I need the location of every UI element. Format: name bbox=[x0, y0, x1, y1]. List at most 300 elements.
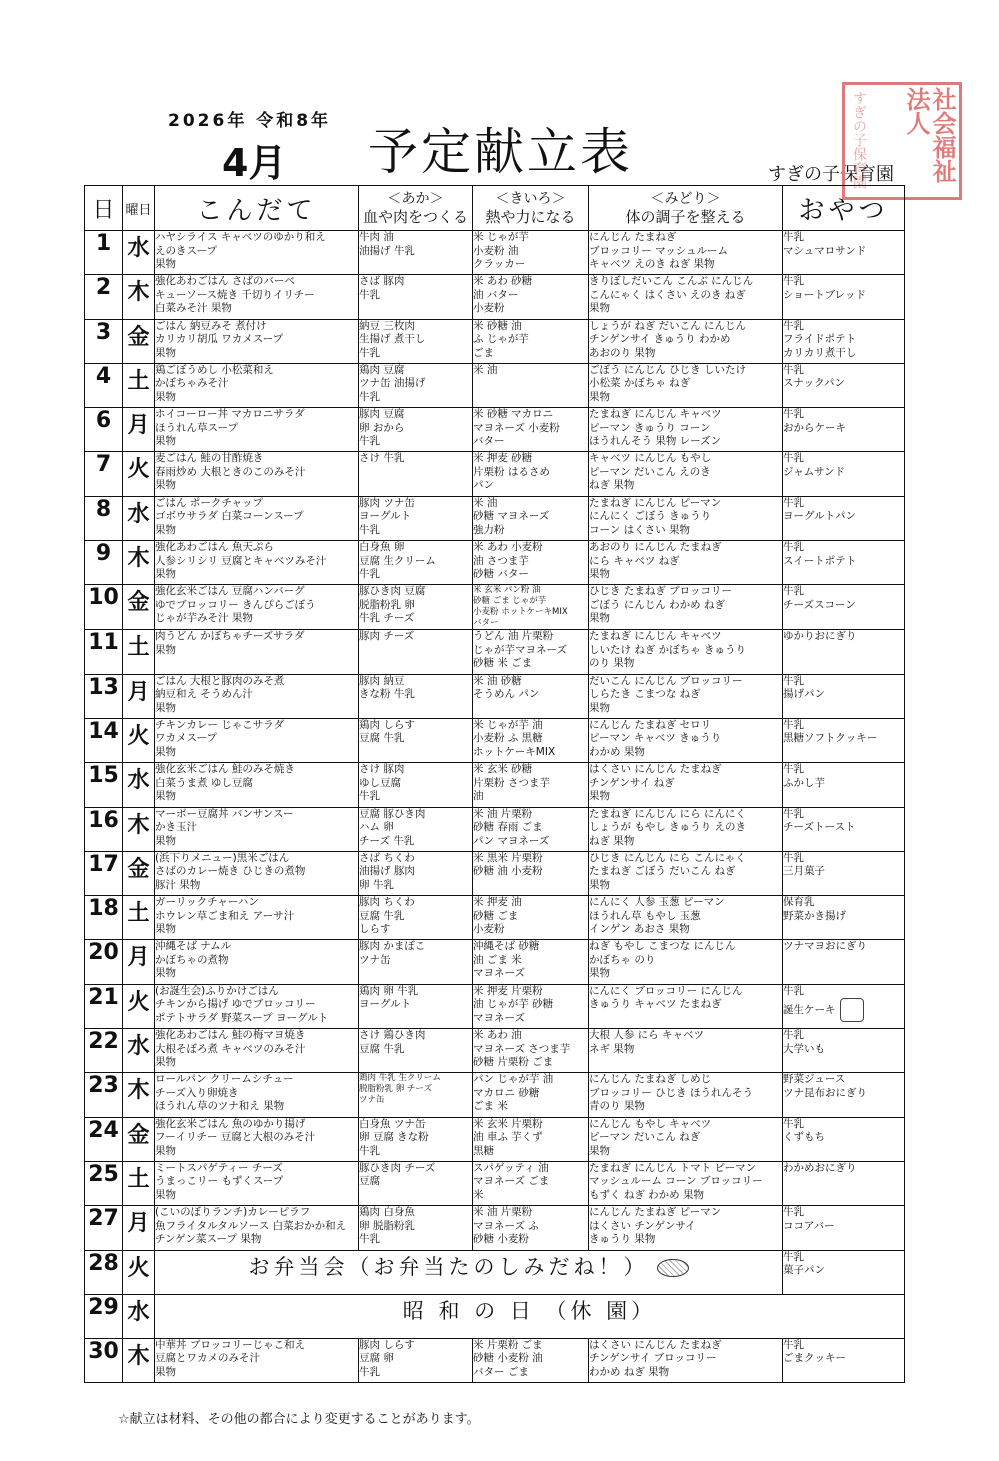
green-cell-text: 大根 人参 にら キャベツ ネギ 果物 bbox=[589, 1029, 705, 1055]
dow-cell bbox=[123, 275, 155, 319]
snack-cell bbox=[783, 585, 905, 630]
snack-cell bbox=[783, 231, 905, 275]
menu-cell-text: 強化玄米ごはん 魚のゆかり揚げ フーイリチー 豆腐と大根のみそ汁 果物 bbox=[155, 1117, 316, 1157]
menu-cell bbox=[155, 363, 359, 407]
bento-day-cell bbox=[155, 1250, 783, 1294]
yellow-cell bbox=[473, 231, 589, 275]
red-cell bbox=[359, 984, 473, 1028]
green-cell-text: にんじん たまねぎ ブロッコリー マッシュルーム キャベツ えのき ねぎ 果物 bbox=[589, 231, 728, 270]
red-cell-text: 豚肉 チーズ bbox=[359, 630, 415, 643]
snack-cell-text: 牛乳 大学いも bbox=[783, 1029, 825, 1055]
dow-cell bbox=[123, 452, 155, 496]
menu-cell-text: ミートスパゲティー チーズ うまっこリー もずくスープ 果物 bbox=[155, 1161, 284, 1201]
table-row bbox=[85, 408, 905, 452]
snack-cell-text: 牛乳 フライドポテト カリカリ煮干し bbox=[783, 319, 857, 359]
menu-cell: 中華丼 ブロッコリーじゃこ和え 豆腐とワカメのみそ汁 果物 bbox=[155, 1338, 359, 1382]
dow-cell-text: 月 bbox=[127, 1211, 150, 1237]
snack-cell-text: 牛乳 黒糖ソフトクッキー bbox=[783, 718, 878, 745]
day-cell-text: 2 bbox=[95, 275, 112, 301]
red-cell-text: 豚肉 豆腐 卵 おから 牛乳 bbox=[359, 408, 405, 448]
day-cell bbox=[85, 630, 123, 674]
dow-cell bbox=[123, 674, 155, 718]
day-cell: 30 bbox=[85, 1338, 123, 1382]
dow-cell-text: 土 bbox=[127, 1166, 150, 1192]
table-row bbox=[85, 984, 905, 1028]
green-cell bbox=[589, 1029, 783, 1073]
yellow-cell bbox=[473, 275, 589, 319]
menu-table bbox=[84, 185, 905, 1383]
green-cell-text: ひじき たまねぎ ブロッコリー ごぼう にんじん わかめ ねぎ 果物 bbox=[589, 585, 732, 625]
red-cell-text: さけ 鶏ひき肉 豆腐 牛乳 bbox=[359, 1029, 426, 1055]
table-row bbox=[85, 275, 905, 319]
snack-cell-text: 牛乳 ジャムサンド bbox=[783, 452, 846, 478]
col-red-header bbox=[359, 186, 473, 231]
dow-cell bbox=[123, 807, 155, 851]
red-cell-text: 豚肉 かまぼこ ツナ缶 bbox=[359, 940, 426, 966]
table-row bbox=[85, 363, 905, 407]
dow-cell-text: 月 bbox=[127, 945, 150, 971]
red-seal-stamp bbox=[842, 82, 962, 200]
dow-cell-text: 土 bbox=[127, 368, 150, 394]
day-cell-text: 7 bbox=[95, 452, 112, 478]
bento-icon bbox=[657, 1259, 689, 1277]
dow-cell bbox=[123, 940, 155, 984]
day-cell bbox=[85, 1206, 123, 1250]
yellow-desc: 熱や力になる bbox=[485, 208, 576, 226]
menu-cell-text: 鶏ごぼうめし 小松菜和え かぼちゃみそ汁 果物 bbox=[155, 363, 274, 403]
day-cell bbox=[85, 807, 123, 851]
green-cell-text: だいこん にんじん ブロッコリー しらたき こまつな ねぎ 果物 bbox=[589, 674, 743, 714]
snack-cell bbox=[783, 363, 905, 407]
snack-cell-text: 牛乳 スイートポテト bbox=[783, 541, 857, 567]
green-cell bbox=[589, 275, 783, 319]
yellow-cell-text: 米 油 bbox=[473, 363, 498, 376]
green-cell bbox=[589, 763, 783, 807]
menu-cell bbox=[155, 585, 359, 630]
day-cell-text: 11 bbox=[88, 630, 119, 656]
menu-cell-text: ロールパン クリームシチュー チーズ入り卵焼き ほうれん草のツナ和え 果物 bbox=[155, 1073, 294, 1113]
dow-cell-text: 金 bbox=[127, 324, 150, 350]
green-cell-text: にんじん たまねぎ しめじ ブロッコリー ひじき ほうれんそう 青のり 果物 bbox=[589, 1073, 753, 1113]
day-cell bbox=[85, 674, 123, 718]
table-row-28 bbox=[85, 1250, 905, 1294]
yellow-cell bbox=[473, 630, 589, 674]
dow-cell bbox=[123, 585, 155, 630]
day-cell bbox=[85, 763, 123, 807]
day-cell bbox=[85, 1073, 123, 1117]
snack-cell bbox=[783, 718, 905, 762]
day-cell-text: 1 bbox=[95, 231, 112, 256]
day-cell bbox=[85, 408, 123, 452]
snack-cell-text: 牛乳 くずもち bbox=[783, 1117, 825, 1144]
red-desc: 血や肉をつくる bbox=[362, 208, 468, 226]
day-cell bbox=[85, 940, 123, 984]
menu-cell bbox=[155, 496, 359, 540]
red-cell bbox=[359, 940, 473, 984]
snack-cell bbox=[783, 1073, 905, 1117]
green-cell bbox=[589, 452, 783, 496]
birthday-cake-icon bbox=[840, 998, 864, 1022]
day-cell bbox=[85, 1161, 123, 1205]
yellow-cell bbox=[473, 1161, 589, 1205]
menu-cell-text: 強化あわごはん さばのバーベ キューソース焼き 千切りイリチー 白菜みそ汁 果物 bbox=[155, 275, 315, 315]
table-row bbox=[85, 630, 905, 674]
green-cell-text: にんじん もやし キャベツ ピーマン だいこん ねぎ 果物 bbox=[589, 1117, 712, 1157]
seal-text: 社会福祉法人 bbox=[902, 87, 956, 183]
red-cell bbox=[359, 896, 473, 940]
yellow-cell bbox=[473, 585, 589, 630]
red-cell-text: さば ちくわ 油揚げ 豚肉 卵 牛乳 bbox=[359, 851, 415, 891]
yellow-cell bbox=[473, 496, 589, 540]
dow-cell-text: 木 bbox=[127, 812, 150, 838]
dow-cell-text: 月 bbox=[127, 679, 150, 705]
snack-cell bbox=[783, 452, 905, 496]
day-cell bbox=[85, 896, 123, 940]
dow-cell bbox=[123, 896, 155, 940]
red-cell-text: 豆腐 豚ひき肉 ハム 卵 チーズ 牛乳 bbox=[359, 807, 426, 847]
holiday-cell: 昭 和 の 日 （休 園） bbox=[155, 1294, 905, 1338]
menu-cell-text: ごはん 大根と豚肉のみそ煮 納豆和え そうめん汁 果物 bbox=[155, 674, 285, 714]
menu-cell bbox=[155, 984, 359, 1028]
dow-cell-text: 水 bbox=[127, 501, 150, 527]
yellow-label: ＜きいろ＞ bbox=[495, 191, 566, 207]
green-cell bbox=[589, 940, 783, 984]
day-cell bbox=[85, 319, 123, 363]
menu-cell-text: チキンカレー じゃこサラダ ワカメスープ 果物 bbox=[155, 718, 285, 758]
dow-cell-text: 火 bbox=[127, 723, 150, 749]
menu-cell bbox=[155, 674, 359, 718]
snack-cell bbox=[783, 763, 905, 807]
table-row bbox=[85, 674, 905, 718]
col-menu-header: こんだて bbox=[155, 186, 359, 231]
day-cell-text: 16 bbox=[88, 807, 119, 833]
menu-cell-text: 強化あわごはん 魚天ぷら 人参シリシリ 豆腐とキャベツみそ汁 果物 bbox=[155, 541, 327, 581]
dow-cell-text: 金 bbox=[127, 856, 150, 882]
dow-cell bbox=[123, 319, 155, 363]
menu-table-body bbox=[85, 231, 905, 1383]
table-row bbox=[85, 585, 905, 630]
yellow-cell bbox=[473, 363, 589, 407]
menu-cell-text: ハヤシライス キャベツのゆかり和え えのきスープ 果物 bbox=[155, 231, 326, 270]
header-row bbox=[85, 186, 905, 231]
dow-cell-text: 月 bbox=[127, 413, 150, 439]
day-cell bbox=[85, 541, 123, 585]
table-row bbox=[85, 452, 905, 496]
dow-cell bbox=[123, 718, 155, 762]
day-cell bbox=[85, 452, 123, 496]
day-cell-text: 21 bbox=[88, 984, 119, 1010]
menu-cell bbox=[155, 940, 359, 984]
snack-cell-text: ツナマヨおにぎり bbox=[783, 940, 867, 953]
yellow-cell bbox=[473, 896, 589, 940]
table-row bbox=[85, 896, 905, 940]
yellow-cell-text: うどん 油 片栗粉 じゃが芋マヨネーズ 砂糖 米 ごま bbox=[473, 630, 567, 670]
snack-cell-text: 牛乳 スナックパン bbox=[783, 363, 845, 390]
day-cell-text: 20 bbox=[88, 940, 119, 966]
table-row bbox=[85, 1073, 905, 1117]
menu-cell bbox=[155, 1206, 359, 1250]
day-cell bbox=[85, 1029, 123, 1073]
red-cell-text: さけ 豚肉 ゆし豆腐 牛乳 bbox=[359, 763, 405, 803]
snack-cell-text: 牛乳 三月菓子 bbox=[783, 851, 825, 878]
table-row bbox=[85, 763, 905, 807]
dow-cell-text: 水 bbox=[127, 768, 150, 794]
dow-cell bbox=[123, 1029, 155, 1073]
dow-cell bbox=[123, 1161, 155, 1205]
dow-cell: 火 bbox=[123, 1250, 155, 1294]
menu-cell bbox=[155, 1073, 359, 1117]
red-cell bbox=[359, 1161, 473, 1205]
table-row bbox=[85, 851, 905, 895]
snack-cell bbox=[783, 807, 905, 851]
menu-cell-text: マーボー豆腐丼 バンサンスー かき玉汁 果物 bbox=[155, 807, 294, 847]
menu-cell bbox=[155, 807, 359, 851]
day-cell-text: 27 bbox=[88, 1206, 119, 1232]
green-cell bbox=[589, 585, 783, 630]
table-row bbox=[85, 1117, 905, 1161]
red-cell bbox=[359, 1206, 473, 1250]
snack-cell-text: 牛乳 マシュマロサンド bbox=[783, 231, 867, 257]
green-cell bbox=[589, 1073, 783, 1117]
yellow-cell-text: 米 砂糖 マカロニ マヨネーズ 小麦粉 バター bbox=[473, 408, 560, 448]
day-cell bbox=[85, 984, 123, 1028]
green-cell bbox=[589, 231, 783, 275]
day-cell-text: 25 bbox=[88, 1161, 119, 1187]
menu-cell-text: (浜下りメニュー)黒米ごはん さばのカレー焼き ひじきの煮物 豚汁 果物 bbox=[155, 851, 306, 891]
footer-note: ☆献立は材料、その他の都合により変更することがあります。 bbox=[118, 1412, 480, 1427]
red-label: ＜あか＞ bbox=[387, 191, 444, 207]
menu-cell-text: ホイコーロー丼 マカロニサラダ ほうれん草スープ 果物 bbox=[155, 408, 305, 448]
yellow-cell-text: 米 じゃが芋 油 小麦粉 ふ 黒糖 ホットケーキMIX bbox=[473, 718, 556, 758]
snack-cell-text: ゆかりおにぎり bbox=[783, 630, 857, 643]
menu-cell bbox=[155, 630, 359, 674]
snack-cell bbox=[783, 541, 905, 585]
table-row bbox=[85, 496, 905, 540]
yellow-cell-text: 米 油 片栗粉 砂糖 春雨 ごま パン マヨネーズ bbox=[473, 807, 550, 847]
day-cell-text: 9 bbox=[95, 541, 112, 567]
red-cell bbox=[359, 1073, 473, 1117]
green-cell bbox=[589, 363, 783, 407]
yellow-cell bbox=[473, 1117, 589, 1161]
green-cell-text: しょうが ねぎ だいこん にんじん チンゲンサイ きゅうり わかめ あおのり 果物 bbox=[589, 319, 747, 359]
dow-cell bbox=[123, 1206, 155, 1250]
table-row bbox=[85, 807, 905, 851]
day-cell-text: 6 bbox=[95, 408, 112, 434]
menu-cell bbox=[155, 275, 359, 319]
red-cell-text: 納豆 三枚肉 生揚げ 煮干し 牛乳 bbox=[359, 319, 426, 359]
year-label: 2026年 令和8年 bbox=[168, 111, 332, 131]
snack-cell-text: 保育乳 野菜かき揚げ bbox=[783, 896, 846, 922]
green-cell bbox=[589, 718, 783, 762]
yellow-cell-text: 米 押麦 片栗粉 油 じゃが芋 砂糖 マヨネーズ bbox=[473, 984, 554, 1024]
snack-cell bbox=[783, 408, 905, 452]
red-cell-text: 豚ひき肉 豆腐 脱脂粉乳 卵 牛乳 チーズ bbox=[359, 585, 426, 625]
yellow-cell-text: 米 油 砂糖 マヨネーズ 強力粉 bbox=[473, 496, 550, 536]
day-cell-text: 22 bbox=[88, 1029, 119, 1055]
dow-cell bbox=[123, 1073, 155, 1117]
yellow-cell-text: 米 玄米 砂糖 片栗粉 さつま芋 油 bbox=[473, 763, 550, 803]
green-cell-text: たまねぎ にんじん にら にんにく しょうが もやし きゅうり えのき ねぎ 果物 bbox=[589, 807, 747, 847]
red-cell bbox=[359, 807, 473, 851]
menu-cell bbox=[155, 319, 359, 363]
dow-cell-text: 水 bbox=[127, 236, 150, 261]
green-cell bbox=[589, 674, 783, 718]
snack-cell-text: 牛乳 チーズスコーン bbox=[783, 585, 856, 611]
green-cell bbox=[589, 1161, 783, 1205]
menu-cell bbox=[155, 231, 359, 275]
red-cell-text: 鶏肉 牛乳 生クリーム 脱脂粉乳 卵 チーズ ツナ缶 bbox=[359, 1073, 441, 1106]
yellow-cell bbox=[473, 408, 589, 452]
yellow-cell bbox=[473, 541, 589, 585]
day-cell bbox=[85, 718, 123, 762]
dow-cell bbox=[123, 630, 155, 674]
red-cell bbox=[359, 718, 473, 762]
day-cell: 28 bbox=[85, 1250, 123, 1294]
red-cell bbox=[359, 408, 473, 452]
snack-cell bbox=[783, 984, 905, 1028]
snack-cell-text: 牛乳 誕生ケーキ bbox=[783, 984, 836, 1017]
snack-cell-text: 牛乳 揚げパン bbox=[783, 674, 825, 701]
green-cell-text: にんにく 人参 玉葱 ピーマン ほうれん草 もやし 玉葱 インゲン あおさ 果物 bbox=[589, 896, 725, 936]
yellow-cell-text: 米 玄米 片栗粉 油 車ふ 芋くず 黒糖 bbox=[473, 1117, 543, 1157]
day-cell bbox=[85, 363, 123, 407]
green-cell-text: ひじき にんじん にら こんにゃく たまねぎ ごぼう だいこん ねぎ 果物 bbox=[589, 851, 746, 891]
dow-cell: 水 bbox=[123, 1294, 155, 1338]
snack-cell: 牛乳 ごまクッキー bbox=[783, 1338, 905, 1382]
red-cell bbox=[359, 585, 473, 630]
menu-cell-text: ごはん ポークチャップ ゴボウサラダ 白菜コーンスープ 果物 bbox=[155, 496, 304, 536]
day-cell-text: 15 bbox=[88, 763, 119, 789]
snack-cell bbox=[783, 630, 905, 674]
day-cell-text: 24 bbox=[88, 1117, 119, 1143]
red-cell bbox=[359, 763, 473, 807]
snack-cell-text: 牛乳 ふかし芋 bbox=[783, 763, 825, 789]
green-cell-text: はくさい にんじん たまねぎ チンゲンサイ ねぎ 果物 bbox=[589, 763, 722, 803]
yellow-cell bbox=[473, 851, 589, 895]
day-cell-text: 17 bbox=[88, 851, 119, 877]
yellow-cell-text: 米 あわ 油 マヨネーズ さつま芋 砂糖 片栗粉 ごま bbox=[473, 1029, 571, 1069]
table-row-29 bbox=[85, 1294, 905, 1338]
bento-day-text: お弁当会（お弁当たのしみだね！） bbox=[248, 1254, 649, 1279]
dow-cell bbox=[123, 851, 155, 895]
snack-cell bbox=[783, 1117, 905, 1161]
day-cell bbox=[85, 275, 123, 319]
red-cell-text: 豚肉 ツナ缶 ヨーグルト 牛乳 bbox=[359, 496, 415, 536]
dow-cell-text: 土 bbox=[127, 901, 150, 927]
menu-cell bbox=[155, 452, 359, 496]
red-cell-text: さば 豚肉 牛乳 bbox=[359, 275, 405, 301]
dow-cell: 木 bbox=[123, 1338, 155, 1382]
day-cell bbox=[85, 231, 123, 275]
green-cell bbox=[589, 408, 783, 452]
menu-cell-text: (こいのぼりランチ)カレーピラフ 魚フライタルタルソース 白菜おかか和え チンゲン菜スープ 果物 bbox=[155, 1206, 347, 1246]
dow-cell bbox=[123, 541, 155, 585]
snack-cell bbox=[783, 275, 905, 319]
green-desc: 体の調子を整える bbox=[625, 208, 746, 226]
red-cell-text: 豚肉 納豆 きな粉 牛乳 bbox=[359, 674, 415, 701]
snack-cell bbox=[783, 1206, 905, 1250]
green-cell-text: きりぼしだいこん こんぶ にんじん こんにゃく はくさい えのき ねぎ 果物 bbox=[589, 275, 754, 315]
yellow-cell-text: パン じゃが芋 油 マカロニ 砂糖 ごま 米 bbox=[473, 1073, 554, 1113]
dow-cell bbox=[123, 1117, 155, 1161]
table-row bbox=[85, 718, 905, 762]
green-cell bbox=[589, 896, 783, 940]
yellow-cell bbox=[473, 452, 589, 496]
yellow-cell-text: 米 砂糖 油 ふ じゃが芋 ごま bbox=[473, 319, 529, 359]
day-cell-text: 13 bbox=[88, 674, 119, 700]
day-cell-text: 10 bbox=[88, 585, 119, 611]
table-row-30 bbox=[85, 1338, 905, 1382]
yellow-cell bbox=[473, 1029, 589, 1073]
yellow-cell: 米 片栗粉 ごま 砂糖 小麦粉 油 バター ごま bbox=[473, 1338, 589, 1382]
snack-cell bbox=[783, 1161, 905, 1205]
menu-cell-text: ガーリックチャーハン ホウレン草ごま和え アーサ汁 果物 bbox=[155, 896, 295, 936]
table-row bbox=[85, 1029, 905, 1073]
yellow-cell-text: 米 押麦 油 砂糖 ごま 小麦粉 bbox=[473, 896, 522, 936]
red-cell bbox=[359, 275, 473, 319]
dow-cell-text: 火 bbox=[127, 989, 150, 1015]
green-cell-text: たまねぎ にんじん キャベツ ピーマン きゅうり コーン ほうれんそう 果物 レーズン bbox=[589, 408, 722, 448]
yellow-cell bbox=[473, 807, 589, 851]
dow-cell-text: 金 bbox=[127, 590, 150, 616]
menu-cell bbox=[155, 718, 359, 762]
red-cell-text: さけ 牛乳 bbox=[359, 452, 405, 465]
red-cell bbox=[359, 851, 473, 895]
yellow-cell bbox=[473, 940, 589, 984]
table-row bbox=[85, 940, 905, 984]
yellow-cell-text: 米 油 砂糖 そうめん パン bbox=[473, 674, 540, 701]
table-row bbox=[85, 231, 905, 275]
col-green-header bbox=[589, 186, 783, 231]
red-cell bbox=[359, 363, 473, 407]
green-cell-text: たまねぎ にんじん ピーマン にんにく ごぼう きゅうり コーン はくさい 果物 bbox=[589, 496, 722, 536]
green-cell bbox=[589, 807, 783, 851]
snack-cell-text: 牛乳 ココアバー bbox=[783, 1206, 835, 1232]
day-cell-text: 4 bbox=[95, 363, 112, 389]
yellow-cell-text: 米 あわ 小麦粉 油 さつま芋 砂糖 バター bbox=[473, 541, 543, 581]
red-cell bbox=[359, 231, 473, 275]
col-dow-header: 曜日 bbox=[123, 186, 155, 231]
day-cell-text: 8 bbox=[95, 496, 112, 522]
red-cell: 豚肉 しらす 豆腐 卵 牛乳 bbox=[359, 1338, 473, 1382]
table-row bbox=[85, 319, 905, 363]
snack-cell bbox=[783, 1029, 905, 1073]
snack-cell-text: 牛乳 おからケーキ bbox=[783, 408, 846, 434]
col-day-header: 日 bbox=[85, 186, 123, 231]
yellow-cell bbox=[473, 1073, 589, 1117]
snack-cell bbox=[783, 940, 905, 984]
dow-cell-text: 木 bbox=[127, 1078, 150, 1104]
snack-cell bbox=[783, 319, 905, 363]
dow-cell-text: 土 bbox=[127, 635, 150, 661]
seal-subtext: すぎの子保育園 bbox=[851, 91, 867, 189]
menu-cell-text: ごはん 納豆みそ 煮付け カリカリ胡瓜 ワカメスープ 果物 bbox=[155, 319, 284, 359]
green-cell bbox=[589, 319, 783, 363]
yellow-cell bbox=[473, 1206, 589, 1250]
dow-cell-text: 水 bbox=[127, 1034, 150, 1060]
menu-cell bbox=[155, 408, 359, 452]
menu-cell bbox=[155, 851, 359, 895]
green-cell-text: たまねぎ にんじん トマト ピーマン マッシュルーム コーン ブロッコリー もずく ねぎ わかめ 果物 bbox=[589, 1161, 763, 1201]
menu-cell bbox=[155, 896, 359, 940]
yellow-cell bbox=[473, 763, 589, 807]
green-cell bbox=[589, 1206, 783, 1250]
menu-cell-text: 強化あわごはん 鮭の梅マヨ焼き 大根そぼろ煮 キャベツのみそ汁 果物 bbox=[155, 1029, 306, 1069]
red-cell-text: 鶏肉 白身魚 卵 脱脂粉乳 牛乳 bbox=[359, 1206, 415, 1246]
yellow-cell bbox=[473, 319, 589, 363]
dow-cell-text: 火 bbox=[127, 457, 150, 483]
menu-cell bbox=[155, 1161, 359, 1205]
